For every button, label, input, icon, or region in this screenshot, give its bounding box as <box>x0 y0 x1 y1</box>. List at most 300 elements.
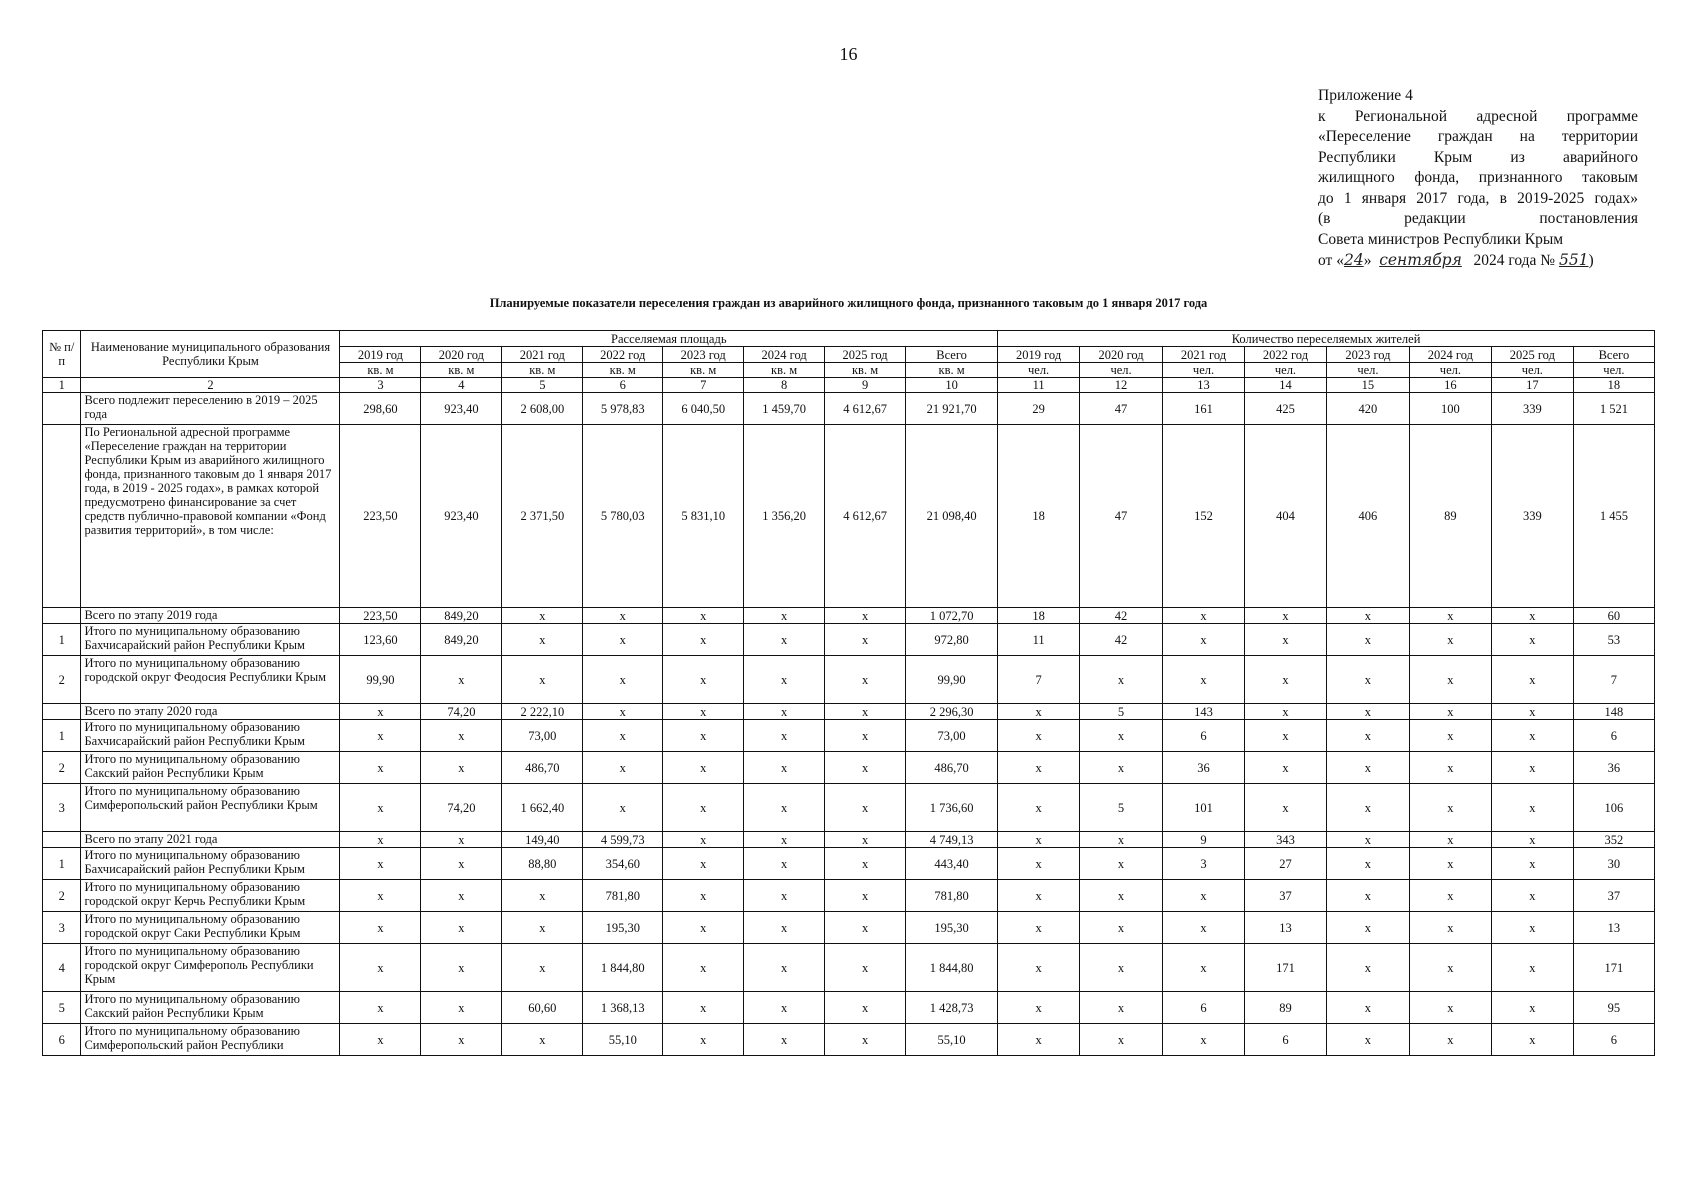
date-mid: » <box>1363 252 1372 269</box>
area-value-cell: 4 612,67 <box>825 393 906 425</box>
row-name: Всего по этапу 2021 года <box>81 832 340 848</box>
area-value-cell: x <box>744 912 825 944</box>
row-number: 1 <box>43 720 81 752</box>
residents-value-cell: 47 <box>1080 393 1163 425</box>
area-value-cell: x <box>502 624 583 656</box>
table-row <box>43 848 1655 880</box>
area-value-cell: x <box>663 944 744 992</box>
residents-value-cell: 148 <box>1573 704 1654 720</box>
area-value-cell: x <box>663 752 744 784</box>
row-number: 3 <box>43 912 81 944</box>
residents-value-cell: 404 <box>1244 425 1326 608</box>
residents-value-cell: x <box>998 704 1080 720</box>
table-row <box>43 624 1655 656</box>
table-row <box>43 608 1655 624</box>
residents-value-cell: 42 <box>1080 608 1163 624</box>
area-value-cell: x <box>744 784 825 832</box>
residents-value-cell: x <box>998 992 1080 1024</box>
area-value-cell: x <box>663 880 744 912</box>
area-value-cell: x <box>502 608 583 624</box>
residents-value-cell: x <box>1409 1024 1491 1056</box>
residents-value-cell: x <box>1326 1024 1409 1056</box>
residents-value-cell: x <box>1244 656 1326 704</box>
table-row <box>43 832 1655 848</box>
area-value-cell: x <box>744 656 825 704</box>
residents-value-cell: 420 <box>1326 393 1409 425</box>
header-residents-year: 2021 год <box>1163 347 1245 363</box>
residents-value-cell: x <box>1326 912 1409 944</box>
residents-value-cell: x <box>1491 944 1573 992</box>
area-value-cell: x <box>502 912 583 944</box>
row-name: Итого по муниципальному образованию городской округ Керчь Республики Крым <box>81 880 340 912</box>
column-number: 13 <box>1163 378 1245 393</box>
header-residents-year: Всего <box>1573 347 1654 363</box>
residents-value-cell: x <box>1491 720 1573 752</box>
residents-value-cell: 13 <box>1573 912 1654 944</box>
header-row-groups <box>43 331 1655 347</box>
area-value-cell: 1 844,80 <box>583 944 663 992</box>
area-value-cell: x <box>583 752 663 784</box>
residents-value-cell: x <box>1326 880 1409 912</box>
header-area-year: 2021 год <box>502 347 583 363</box>
residents-value-cell: x <box>1326 992 1409 1024</box>
residents-value-cell: 152 <box>1163 425 1245 608</box>
residents-value-cell: x <box>1244 608 1326 624</box>
area-value-cell: x <box>421 880 502 912</box>
area-value-cell: 21 921,70 <box>906 393 998 425</box>
header-area-unit: кв. м <box>906 363 998 378</box>
area-value-cell: x <box>340 704 421 720</box>
area-value-cell: x <box>583 704 663 720</box>
appendix-date-line <box>1318 250 1638 272</box>
header-area-unit: кв. м <box>421 363 502 378</box>
area-value-cell: x <box>340 880 421 912</box>
header-area-year: 2019 год <box>340 347 421 363</box>
row-number: 2 <box>43 656 81 704</box>
residents-value-cell: x <box>1491 784 1573 832</box>
area-value-cell: x <box>825 992 906 1024</box>
area-value-cell: x <box>744 832 825 848</box>
residents-value-cell: x <box>1080 992 1163 1024</box>
residents-value-cell: x <box>1244 784 1326 832</box>
residents-value-cell: 29 <box>998 393 1080 425</box>
date-close: ) <box>1588 252 1594 269</box>
row-number: 5 <box>43 992 81 1024</box>
area-value-cell: x <box>663 656 744 704</box>
table-row <box>43 912 1655 944</box>
residents-value-cell: x <box>1409 880 1491 912</box>
area-value-cell: 2 222,10 <box>502 704 583 720</box>
area-value-cell: x <box>340 752 421 784</box>
document-number-handwritten: 551 <box>1558 251 1589 269</box>
area-value-cell: 1 356,20 <box>744 425 825 608</box>
area-value-cell: x <box>421 656 502 704</box>
column-number: 1 <box>43 378 81 393</box>
area-value-cell: x <box>421 752 502 784</box>
area-value-cell: 1 844,80 <box>906 944 998 992</box>
area-value-cell: x <box>825 832 906 848</box>
area-value-cell: x <box>825 848 906 880</box>
area-value-cell: x <box>663 624 744 656</box>
header-residents-group: Количество переселяемых жителей <box>998 331 1655 347</box>
area-value-cell: 849,20 <box>421 624 502 656</box>
area-value-cell: x <box>825 1024 906 1056</box>
column-number: 10 <box>906 378 998 393</box>
residents-value-cell: x <box>1409 784 1491 832</box>
area-value-cell: x <box>421 1024 502 1056</box>
residents-value-cell: 42 <box>1080 624 1163 656</box>
row-number <box>43 704 81 720</box>
residents-value-cell: 11 <box>998 624 1080 656</box>
row-number: 3 <box>43 784 81 832</box>
area-value-cell: x <box>583 608 663 624</box>
header-area-unit: кв. м <box>502 363 583 378</box>
residents-value-cell: x <box>1080 880 1163 912</box>
area-value-cell: 73,00 <box>906 720 998 752</box>
header-residents-year: 2020 год <box>1080 347 1163 363</box>
date-prefix: от « <box>1318 252 1344 269</box>
residents-value-cell: 406 <box>1326 425 1409 608</box>
appendix-block <box>1318 86 1638 272</box>
header-no: № п/п <box>43 331 81 378</box>
appendix-line: «Переселение граждан на территории <box>1318 128 1638 145</box>
residents-value-cell: x <box>998 912 1080 944</box>
area-value-cell: 195,30 <box>583 912 663 944</box>
area-value-cell: x <box>663 992 744 1024</box>
area-value-cell: 1 459,70 <box>744 393 825 425</box>
row-number: 4 <box>43 944 81 992</box>
residents-value-cell: x <box>1409 624 1491 656</box>
area-value-cell: 849,20 <box>421 608 502 624</box>
area-value-cell: x <box>663 832 744 848</box>
area-value-cell: x <box>663 608 744 624</box>
header-residents-unit: чел. <box>1163 363 1245 378</box>
area-value-cell: x <box>825 784 906 832</box>
residents-value-cell: 60 <box>1573 608 1654 624</box>
residents-value-cell: 27 <box>1244 848 1326 880</box>
residents-value-cell: x <box>1409 752 1491 784</box>
residents-value-cell: 6 <box>1163 720 1245 752</box>
residents-value-cell: 18 <box>998 608 1080 624</box>
residents-value-cell: x <box>1244 752 1326 784</box>
table-row <box>43 720 1655 752</box>
area-value-cell: 74,20 <box>421 704 502 720</box>
area-value-cell: 923,40 <box>421 393 502 425</box>
row-name: Всего по этапу 2020 года <box>81 704 340 720</box>
area-value-cell: 73,00 <box>502 720 583 752</box>
area-value-cell: 1 736,60 <box>906 784 998 832</box>
residents-value-cell: 89 <box>1244 992 1326 1024</box>
area-value-cell: 4 612,67 <box>825 425 906 608</box>
area-value-cell: x <box>825 720 906 752</box>
header-residents-year: 2019 год <box>998 347 1080 363</box>
column-number: 9 <box>825 378 906 393</box>
area-value-cell: x <box>663 720 744 752</box>
area-value-cell: 99,90 <box>340 656 421 704</box>
row-number <box>43 608 81 624</box>
residents-value-cell: 143 <box>1163 704 1245 720</box>
residents-value-cell: x <box>1163 1024 1245 1056</box>
area-value-cell: x <box>340 912 421 944</box>
area-value-cell: x <box>744 848 825 880</box>
residents-value-cell: x <box>998 880 1080 912</box>
area-value-cell: x <box>663 1024 744 1056</box>
area-value-cell: x <box>663 848 744 880</box>
header-area-year: Всего <box>906 347 998 363</box>
area-value-cell: x <box>744 992 825 1024</box>
residents-value-cell: x <box>1163 944 1245 992</box>
residents-value-cell: x <box>1409 608 1491 624</box>
residents-value-cell: x <box>1326 784 1409 832</box>
area-value-cell: 4 599,73 <box>583 832 663 848</box>
residents-value-cell: 339 <box>1491 425 1573 608</box>
residents-value-cell: 100 <box>1409 393 1491 425</box>
residents-value-cell: x <box>1326 656 1409 704</box>
residents-value-cell: 7 <box>998 656 1080 704</box>
area-value-cell: x <box>583 720 663 752</box>
area-value-cell: x <box>744 624 825 656</box>
area-value-cell: x <box>502 944 583 992</box>
area-value-cell: x <box>663 912 744 944</box>
area-value-cell: x <box>825 656 906 704</box>
residents-value-cell: x <box>1409 832 1491 848</box>
residents-value-cell: x <box>1409 912 1491 944</box>
row-name: Итого по муниципальному образованию Бахчисарайский район Республики Крым <box>81 848 340 880</box>
residents-value-cell: x <box>1244 720 1326 752</box>
area-value-cell: x <box>825 704 906 720</box>
residents-value-cell: 36 <box>1163 752 1245 784</box>
area-value-cell: x <box>825 752 906 784</box>
area-value-cell: 60,60 <box>502 992 583 1024</box>
area-value-cell: x <box>502 880 583 912</box>
row-name: Итого по муниципальному образованию Сакский район Республики Крым <box>81 752 340 784</box>
row-name: Итого по муниципальному образованию городской округ Симферополь Республики Крым <box>81 944 340 992</box>
area-value-cell: 443,40 <box>906 848 998 880</box>
header-area-year: 2023 год <box>663 347 744 363</box>
row-number <box>43 832 81 848</box>
header-area-unit: кв. м <box>583 363 663 378</box>
row-number <box>43 393 81 425</box>
row-number: 2 <box>43 752 81 784</box>
area-value-cell: 195,30 <box>906 912 998 944</box>
row-number <box>43 425 81 608</box>
area-value-cell: x <box>825 880 906 912</box>
row-name: Итого по муниципальному образованию Симферопольский район Республики Крым <box>81 784 340 832</box>
residents-value-cell: 171 <box>1573 944 1654 992</box>
header-residents-unit: чел. <box>998 363 1080 378</box>
residents-value-cell: x <box>1491 752 1573 784</box>
area-value-cell: 4 749,13 <box>906 832 998 848</box>
residents-value-cell: 30 <box>1573 848 1654 880</box>
area-value-cell: 923,40 <box>421 425 502 608</box>
area-value-cell: x <box>825 912 906 944</box>
header-area-year: 2020 год <box>421 347 502 363</box>
area-value-cell: x <box>421 848 502 880</box>
area-value-cell: 2 608,00 <box>502 393 583 425</box>
residents-value-cell: x <box>1326 608 1409 624</box>
residents-value-cell: x <box>1491 992 1573 1024</box>
residents-value-cell: x <box>1080 912 1163 944</box>
row-number: 6 <box>43 1024 81 1056</box>
header-residents-year: 2024 год <box>1409 347 1491 363</box>
residents-value-cell: x <box>1409 992 1491 1024</box>
header-area-year: 2022 год <box>583 347 663 363</box>
appendix-line: к Региональной адресной программе <box>1318 107 1638 125</box>
header-area-unit: кв. м <box>340 363 421 378</box>
residents-value-cell: 95 <box>1573 992 1654 1024</box>
area-value-cell: x <box>340 784 421 832</box>
area-value-cell: x <box>663 704 744 720</box>
area-value-cell: x <box>583 624 663 656</box>
row-name: Итого по муниципальному образованию Симферопольский район Республики <box>81 1024 340 1056</box>
residents-value-cell: 339 <box>1491 393 1573 425</box>
row-name: Итого по муниципальному образованию Бахчисарайский район Республики Крым <box>81 624 340 656</box>
residents-value-cell: x <box>998 784 1080 832</box>
residents-value-cell: x <box>1491 848 1573 880</box>
residents-value-cell: 6 <box>1573 1024 1654 1056</box>
residents-value-cell: x <box>1491 624 1573 656</box>
area-value-cell: 2 296,30 <box>906 704 998 720</box>
header-area-unit: кв. м <box>663 363 744 378</box>
area-value-cell: 1 072,70 <box>906 608 998 624</box>
area-value-cell: 55,10 <box>583 1024 663 1056</box>
area-value-cell: 1 368,13 <box>583 992 663 1024</box>
appendix-line: Приложение 4 <box>1318 87 1413 104</box>
appendix-line: Республики Крым из аварийного <box>1318 148 1638 166</box>
residents-value-cell: x <box>1409 704 1491 720</box>
area-value-cell: x <box>744 880 825 912</box>
header-residents-unit: чел. <box>1326 363 1409 378</box>
area-value-cell: x <box>340 848 421 880</box>
column-number: 11 <box>998 378 1080 393</box>
header-residents-year: 2023 год <box>1326 347 1409 363</box>
area-value-cell: x <box>825 624 906 656</box>
residents-value-cell: 343 <box>1244 832 1326 848</box>
table-row <box>43 784 1655 832</box>
column-number: 2 <box>81 378 340 393</box>
residents-value-cell: 101 <box>1163 784 1245 832</box>
residents-value-cell: 7 <box>1573 656 1654 704</box>
area-value-cell: x <box>421 912 502 944</box>
residents-value-cell: 425 <box>1244 393 1326 425</box>
residents-value-cell: 1 455 <box>1573 425 1654 608</box>
area-value-cell: x <box>744 608 825 624</box>
area-value-cell: x <box>340 944 421 992</box>
residents-value-cell: x <box>1080 656 1163 704</box>
row-name: Итого по муниципальному образованию Бахчисарайский район Республики Крым <box>81 720 340 752</box>
area-value-cell: x <box>340 720 421 752</box>
area-value-cell: x <box>340 1024 421 1056</box>
area-value-cell: 1 662,40 <box>502 784 583 832</box>
residents-value-cell: x <box>998 832 1080 848</box>
area-value-cell: 972,80 <box>906 624 998 656</box>
row-name: Всего подлежит переселению в 2019 – 2025 года <box>81 393 340 425</box>
residents-value-cell: x <box>1409 656 1491 704</box>
residents-value-cell: x <box>1326 944 1409 992</box>
table-row <box>43 992 1655 1024</box>
header-area-year: 2024 год <box>744 347 825 363</box>
column-number: 5 <box>502 378 583 393</box>
header-area-group: Расселяемая площадь <box>340 331 998 347</box>
residents-value-cell: x <box>998 720 1080 752</box>
area-value-cell: 74,20 <box>421 784 502 832</box>
residents-value-cell: x <box>1491 704 1573 720</box>
residents-value-cell: 18 <box>998 425 1080 608</box>
area-value-cell: x <box>744 1024 825 1056</box>
residents-value-cell: x <box>1326 624 1409 656</box>
residents-value-cell: 37 <box>1244 880 1326 912</box>
area-value-cell: x <box>583 784 663 832</box>
appendix-line: до 1 января 2017 года, в 2019-2025 годах» <box>1318 189 1638 207</box>
column-number: 8 <box>744 378 825 393</box>
table-row <box>43 704 1655 720</box>
table-row <box>43 656 1655 704</box>
area-value-cell: 149,40 <box>502 832 583 848</box>
residents-value-cell: 89 <box>1409 425 1491 608</box>
area-value-cell: x <box>744 720 825 752</box>
area-value-cell: 486,70 <box>502 752 583 784</box>
row-number: 2 <box>43 880 81 912</box>
appendix-line: Совета министров Республики Крым <box>1318 230 1564 248</box>
area-value-cell: 5 780,03 <box>583 425 663 608</box>
area-value-cell: x <box>663 784 744 832</box>
area-value-cell: 123,60 <box>340 624 421 656</box>
column-number: 4 <box>421 378 502 393</box>
residents-value-cell: 6 <box>1573 720 1654 752</box>
residents-value-cell: 6 <box>1244 1024 1326 1056</box>
table-row <box>43 752 1655 784</box>
residents-value-cell: 161 <box>1163 393 1245 425</box>
residents-value-cell: x <box>1163 912 1245 944</box>
area-value-cell: 486,70 <box>906 752 998 784</box>
header-area-year: 2025 год <box>825 347 906 363</box>
table-row <box>43 944 1655 992</box>
column-number: 14 <box>1244 378 1326 393</box>
residents-value-cell: 1 521 <box>1573 393 1654 425</box>
header-residents-year: 2022 год <box>1244 347 1326 363</box>
residents-value-cell: 37 <box>1573 880 1654 912</box>
area-value-cell: x <box>502 656 583 704</box>
area-value-cell: x <box>583 656 663 704</box>
row-name: По Региональной адресной программе «Переселение граждан на территории Республики Крым из аварийного жилищного фонда, признанного таковым до 1 января 2017 года, в 2019 - 2025 годах», в рамках которой предусмотрено финансирование за счет средств публично-правовой компании «Фонд развития территорий», в том числе: <box>81 425 340 608</box>
residents-value-cell: x <box>1163 880 1245 912</box>
area-value-cell: 6 040,50 <box>663 393 744 425</box>
residents-value-cell: 36 <box>1573 752 1654 784</box>
area-value-cell: 781,80 <box>583 880 663 912</box>
residents-value-cell: x <box>1491 1024 1573 1056</box>
header-row-column-numbers <box>43 378 1655 393</box>
table-row <box>43 880 1655 912</box>
residents-value-cell: x <box>1244 704 1326 720</box>
residents-value-cell: x <box>1326 832 1409 848</box>
residents-value-cell: x <box>1244 624 1326 656</box>
column-number: 18 <box>1573 378 1654 393</box>
row-name: Итого по муниципальному образованию городской округ Саки Республики Крым <box>81 912 340 944</box>
column-number: 3 <box>340 378 421 393</box>
date-day-handwritten: 24 <box>1343 251 1364 269</box>
column-number: 16 <box>1409 378 1491 393</box>
area-value-cell: 1 428,73 <box>906 992 998 1024</box>
area-value-cell: x <box>502 1024 583 1056</box>
column-number: 15 <box>1326 378 1409 393</box>
residents-value-cell: x <box>1491 656 1573 704</box>
residents-value-cell: 47 <box>1080 425 1163 608</box>
area-value-cell: 5 978,83 <box>583 393 663 425</box>
residents-value-cell: x <box>1163 624 1245 656</box>
residents-value-cell: 106 <box>1573 784 1654 832</box>
header-area-unit: кв. м <box>744 363 825 378</box>
residents-value-cell: x <box>998 944 1080 992</box>
